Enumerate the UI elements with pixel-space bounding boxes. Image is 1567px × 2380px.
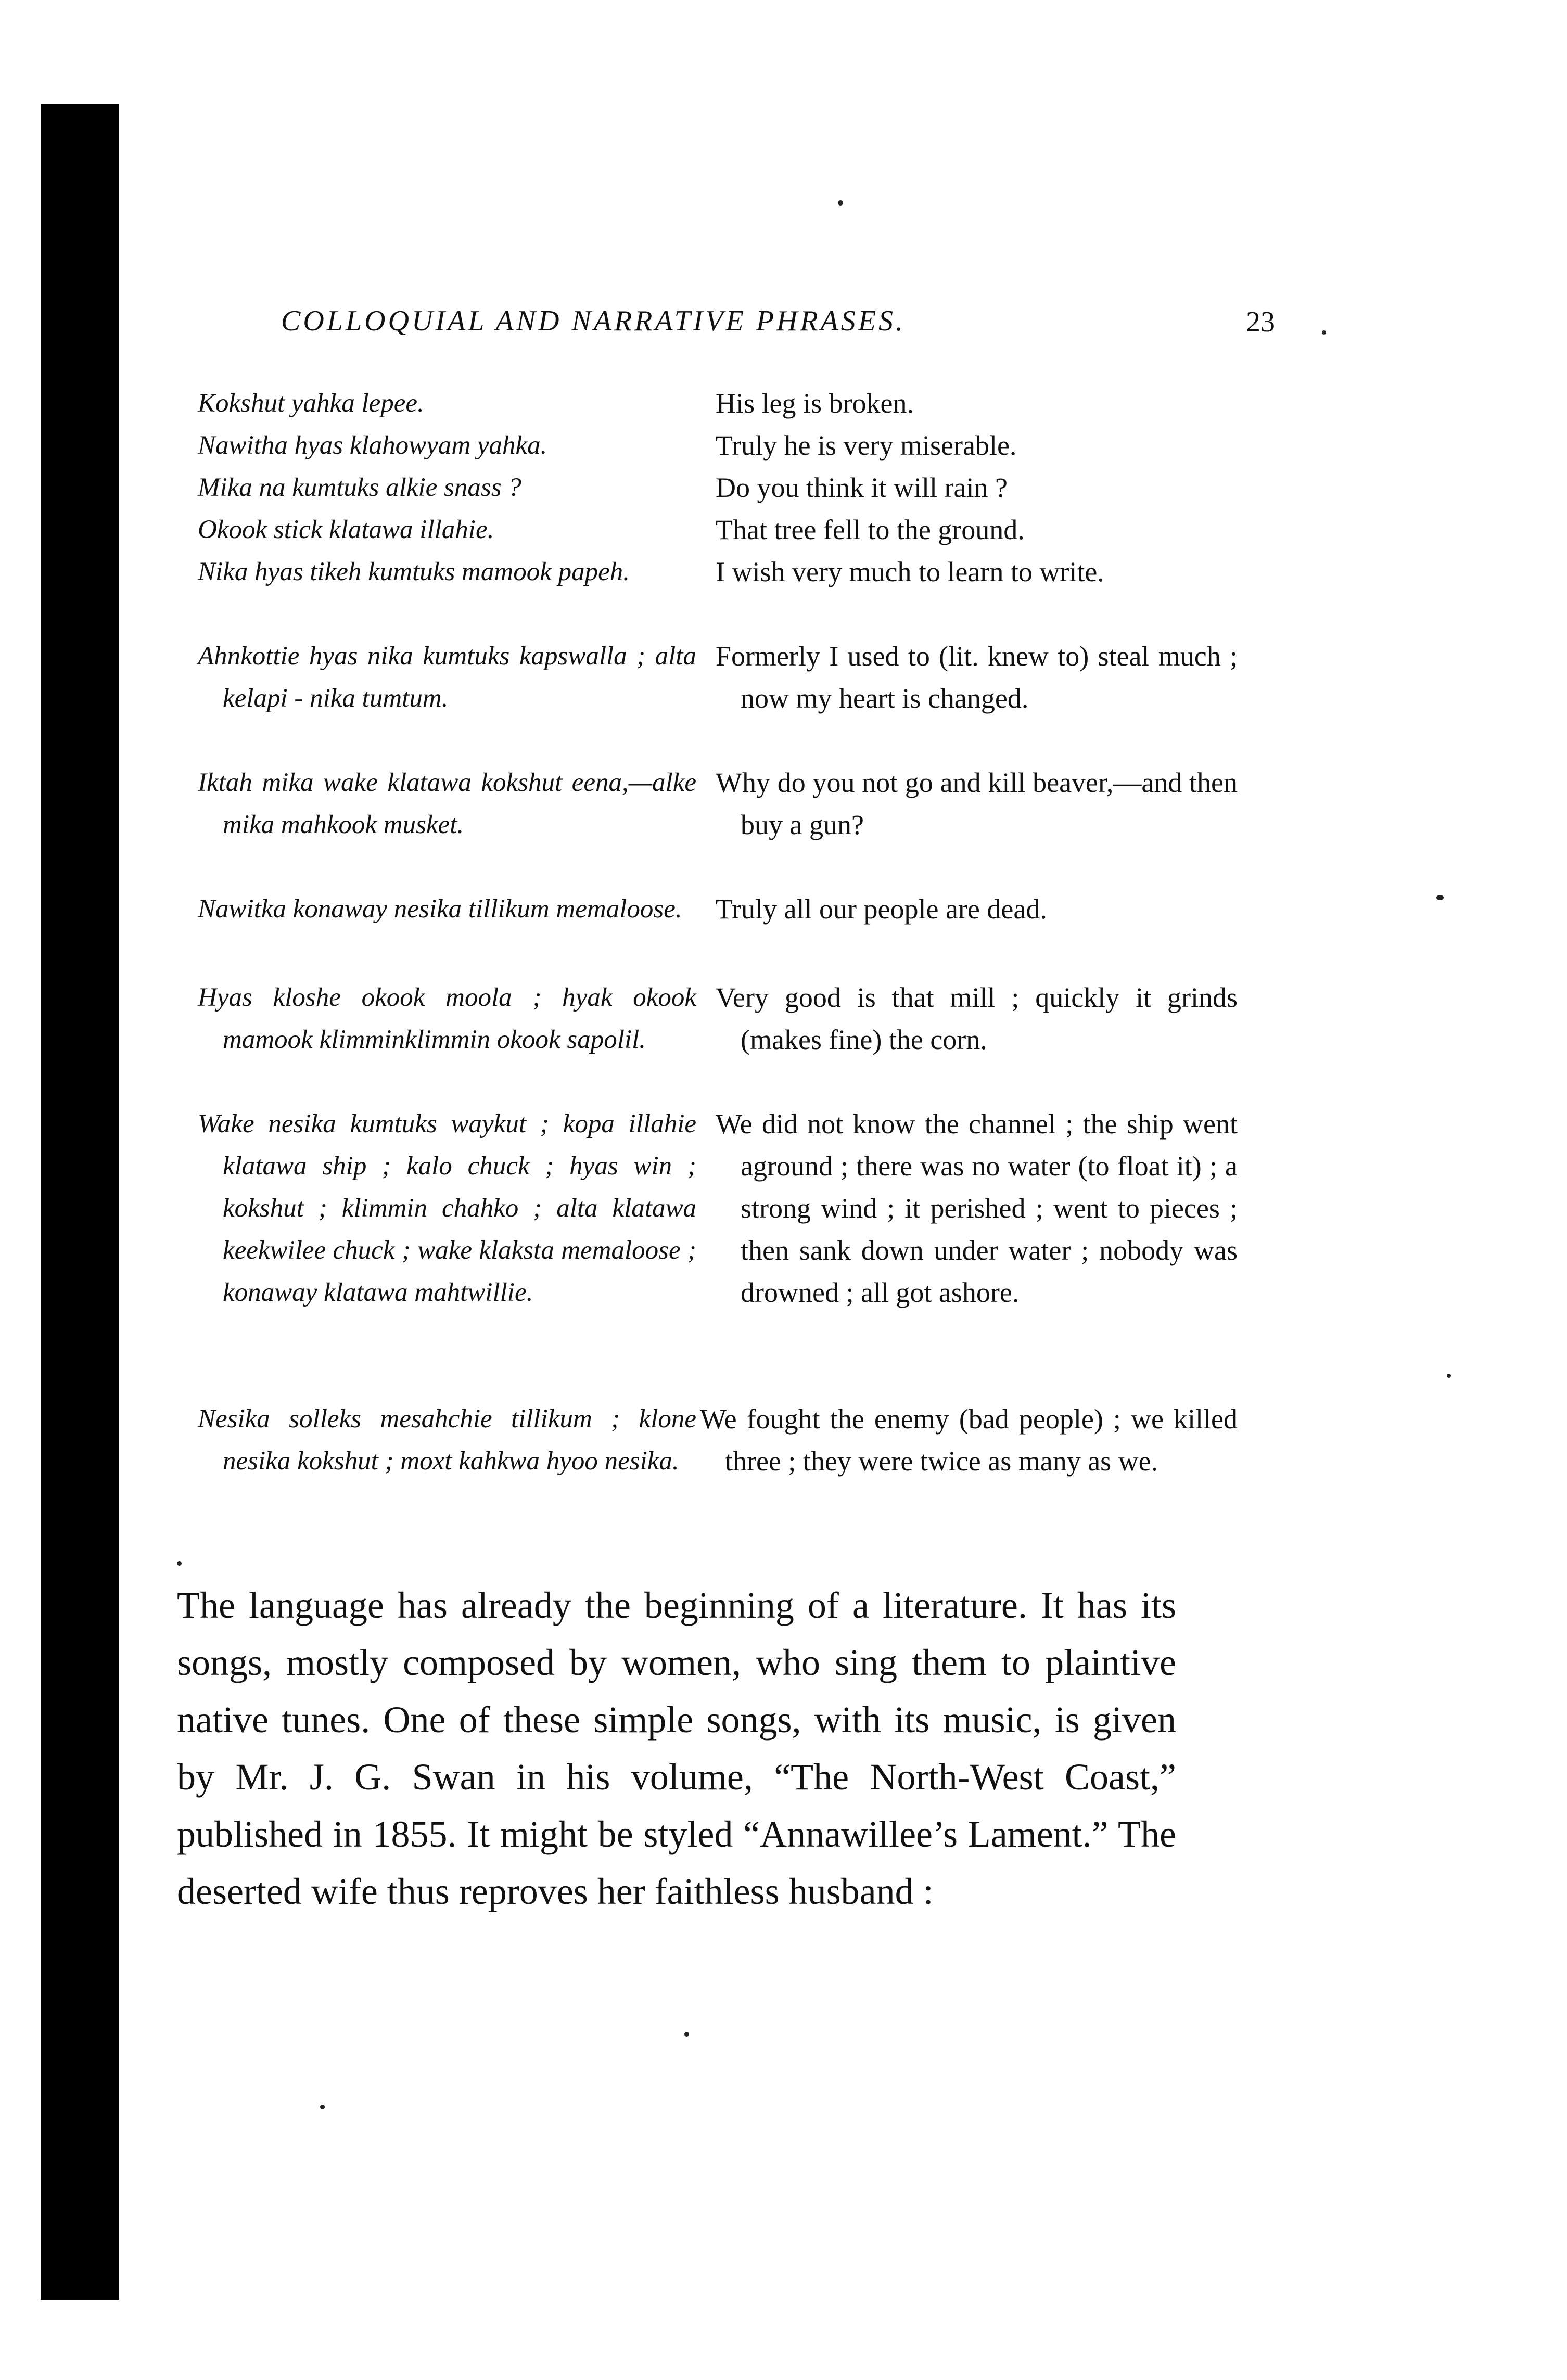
- phrase-pair: [198, 635, 1238, 762]
- english-translation: We did not know the channel ; the ship went aground ; there was no water (to float it) ; a strong wind ; it perished ; went to pieces ; then sank down under water ; nobody was drowned ; all got ashore.: [716, 1108, 1238, 1308]
- phrase-pair: [198, 425, 1218, 467]
- chinook-phrase: Nawitha hyas klahowyam yahka.: [198, 431, 547, 460]
- english-translation: Do you think it will rain ?: [716, 472, 1008, 503]
- english-translation: Formerly I used to (lit. knew to) steal much ; now my heart is changed.: [716, 641, 1238, 714]
- english-translation: We fought the enemy (bad people) ; we killed three ; they were twice as many as we.: [700, 1403, 1238, 1477]
- phrase-pair: [198, 762, 1238, 888]
- phrase-pair: [198, 382, 1218, 425]
- body-paragraph: The language has already the beginning of a literature. It has its songs, mostly composed by women, who sing them to plaintive native tunes. One of these simple songs, with its music, is given by Mr. J. G. Swan in his volume, “The North-West Coast,” published in 1855. It might be styled “Annawillee’s Lament.” The deserted wife thus reproves her faithless husband :: [177, 1584, 1176, 1912]
- ink-speck: [1436, 895, 1444, 900]
- phrase-pair: [198, 467, 1218, 509]
- phrase-pair: [198, 551, 1218, 635]
- page-number: 23: [1246, 306, 1275, 338]
- ink-speck: [684, 2032, 689, 2037]
- chinook-phrase: Nawitka konaway nesika tillikum memaloose.: [198, 894, 682, 924]
- ink-speck: [177, 1561, 182, 1566]
- english-translation: Very good is that mill ; quickly it grinds (makes fine) the corn.: [716, 982, 1238, 1055]
- ink-speck: [1447, 1374, 1451, 1378]
- english-translation: Truly he is very miserable.: [716, 430, 1017, 461]
- chinook-phrase: Hyas kloshe okook moola ; hyak okook mamook klimminklimmin okook sapolil.: [198, 983, 696, 1054]
- running-head: COLLOQUIAL AND NARRATIVE PHRASES.: [281, 305, 906, 337]
- chinook-phrase: Okook stick klatawa illahie.: [198, 515, 494, 544]
- chinook-phrase: Ahnkottie hyas nika kumtuks kapswalla ; alta kelapi - nika tumtum.: [198, 642, 696, 713]
- english-translation: His leg is broken.: [716, 388, 914, 419]
- book-spine-shadow: [41, 104, 119, 2300]
- chinook-phrase: Wake nesika kumtuks waykut ; kopa illahie klatawa ship ; kalo chuck ; hyas win ; kokshut ; klimmin chahko ; alta klatawa keekwilee chuck ; wake klaksta memaloose ; konaway klatawa mahtwillie.: [198, 1109, 696, 1307]
- phrase-table: [198, 382, 1238, 1567]
- ink-speck: [320, 2105, 325, 2109]
- chinook-phrase: Nika hyas tikeh kumtuks mamook papeh.: [198, 557, 630, 586]
- chinook-phrase: Nesika solleks mesahchie tillikum ; klone nesika kokshut ; moxt kahkwa hyoo nesika.: [198, 1404, 696, 1476]
- phrase-pair: [198, 509, 1218, 551]
- english-translation: That tree fell to the ground.: [716, 514, 1025, 545]
- english-translation: Why do you not go and kill beaver,—and then buy a gun?: [716, 767, 1238, 840]
- ink-speck: [838, 200, 843, 206]
- phrase-pair: [198, 1398, 1238, 1567]
- english-translation: Truly all our people are dead.: [716, 893, 1047, 925]
- chinook-phrase: Kokshut yahka lepee.: [198, 389, 424, 418]
- ink-speck: [1322, 330, 1326, 335]
- english-translation: I wish very much to learn to write.: [716, 556, 1104, 587]
- chinook-phrase: Mika na kumtuks alkie snass ?: [198, 473, 521, 502]
- phrase-pair: [198, 977, 1238, 1103]
- page-header: [281, 304, 1275, 346]
- chinook-phrase: Iktah mika wake klatawa kokshut eena,—alke mika mahkook musket.: [198, 768, 696, 839]
- phrase-pair: [198, 1103, 1238, 1398]
- phrase-pair: [198, 888, 1218, 977]
